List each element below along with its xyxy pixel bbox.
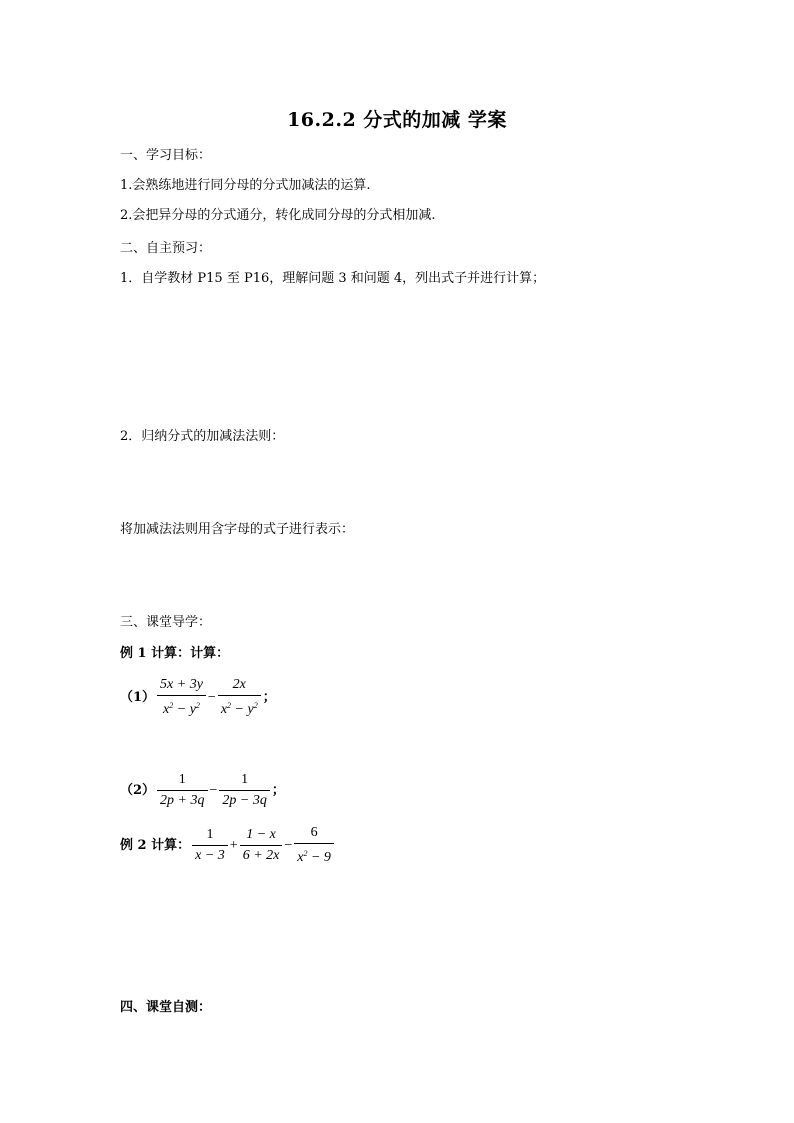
- denominator: x − 3: [192, 845, 228, 864]
- preview-item-3: 将加减法法则用含字母的式子进行表示：: [120, 522, 355, 537]
- fraction: [219, 772, 269, 809]
- example-1-part-2: [120, 772, 285, 809]
- numerator: 2x: [232, 677, 246, 692]
- example-1-part-1: [120, 677, 276, 718]
- numerator: 1: [241, 772, 249, 787]
- fraction: [218, 677, 261, 718]
- denominator: 2p + 3q: [157, 790, 207, 809]
- semicolon: ；: [271, 782, 285, 798]
- section-1-heading: 一、学习目标：: [120, 148, 212, 163]
- example-1-label: 例 1 计算：计算：: [120, 646, 230, 661]
- objective-2: 2.会把异分母的分式通分，转化成同分母的分式相加减.: [120, 208, 436, 223]
- numerator: 1: [178, 772, 186, 787]
- minus-operator: −: [284, 837, 293, 853]
- objective-1: 1.会熟练地进行同分母的分式加减法的运算.: [120, 178, 371, 193]
- fraction: [240, 827, 283, 864]
- denominator: $x^2 - y^2$: [157, 695, 206, 718]
- fraction: [157, 772, 207, 809]
- minus-operator: −: [209, 782, 218, 798]
- fraction: [192, 827, 228, 864]
- section-2-heading: 二、自主预习：: [120, 241, 212, 256]
- part-label: （1）: [120, 689, 156, 705]
- part-label: （2）: [120, 782, 156, 798]
- section-4-heading: 四、课堂自测：: [120, 1000, 212, 1015]
- denominator: 2p − 3q: [219, 790, 269, 809]
- preview-item-1: 1．自学教材 P15 至 P16，理解问题 3 和问题 4，列出式子并进行计算；: [120, 271, 546, 286]
- page-title: 16.2.2 分式的加减 学案: [287, 109, 507, 131]
- denominator: $x^2 - 9$: [294, 843, 334, 866]
- fraction: [157, 677, 206, 718]
- numerator: 5x + 3y: [160, 677, 203, 692]
- preview-item-2: 2．归纳分式的加减法法则：: [120, 429, 285, 444]
- minus-operator: −: [207, 689, 216, 705]
- plus-operator: +: [229, 837, 238, 853]
- example-2-label: 例 2 计算：: [120, 837, 191, 853]
- example-2: [120, 825, 336, 866]
- numerator: 1: [206, 827, 214, 842]
- fraction: [294, 825, 334, 866]
- section-3-heading: 三、课堂导学：: [120, 615, 212, 630]
- numerator: 1 − x: [246, 827, 276, 842]
- denominator: $x^2 - y^2$: [218, 695, 261, 718]
- denominator: 6 + 2x: [240, 845, 283, 864]
- numerator: 6: [310, 825, 318, 840]
- semicolon: ；: [262, 689, 276, 705]
